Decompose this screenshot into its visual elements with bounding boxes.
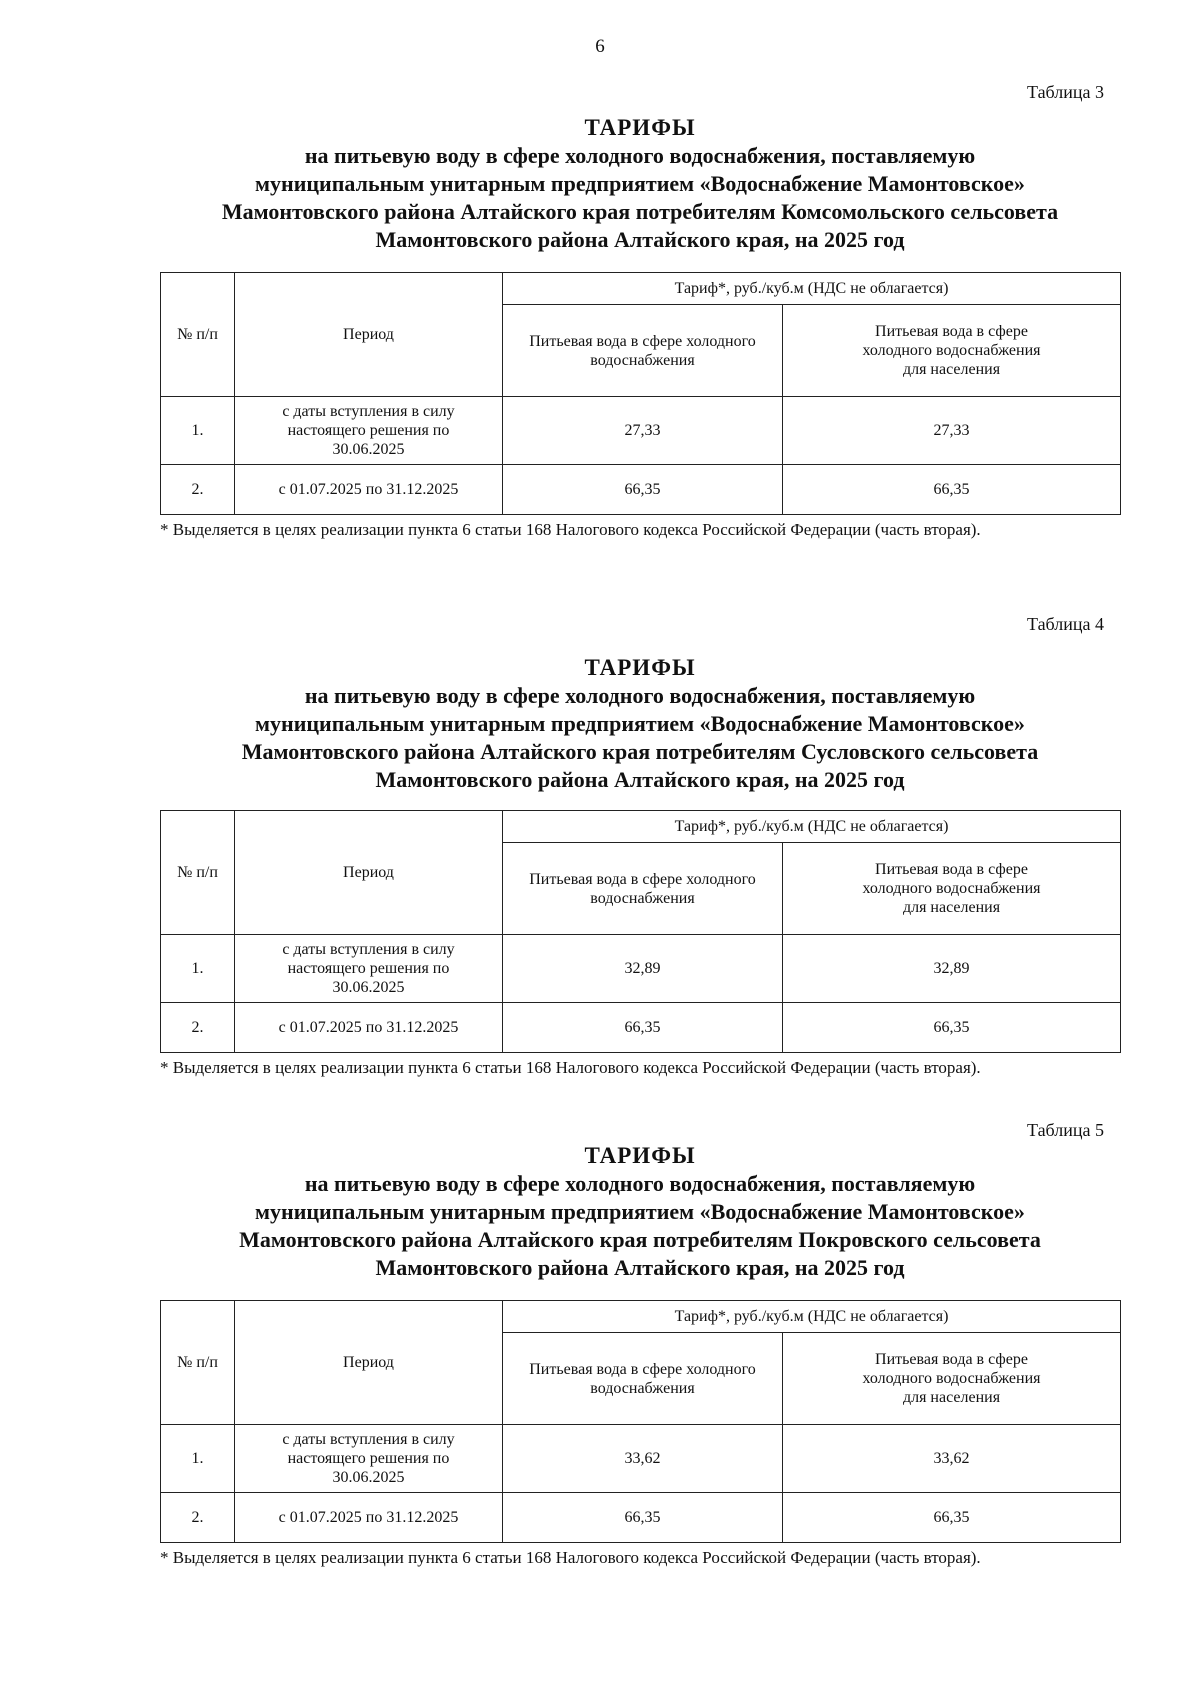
- header-col1: Питьевая вода в сфере холодного водоснабжения: [503, 305, 783, 397]
- row-value-1: 32,89: [503, 935, 783, 1003]
- row-value-2: 32,89: [783, 935, 1121, 1003]
- table-title: [160, 654, 1120, 794]
- row-num: 2.: [161, 1493, 235, 1543]
- title-line: на питьевую воду в сфере холодного водоснабжения, поставляемую: [304, 1171, 976, 1196]
- row-value-1: 27,33: [503, 397, 783, 465]
- row-value-2: 66,35: [783, 465, 1121, 515]
- row-value-2: 27,33: [783, 397, 1121, 465]
- row-num: 2.: [161, 465, 235, 515]
- header-col2: Питьевая вода в сфере холодного водоснабжения для населения: [783, 1333, 1121, 1425]
- title-line: Мамонтовского района Алтайского края, на 2025 год: [375, 1255, 905, 1280]
- footnote: * Выделяется в целях реализации пункта 6 статьи 168 Налогового кодекса Российской Федерации (часть вторая).: [160, 1548, 981, 1567]
- title-line: муниципальным унитарным предприятием «Водоснабжение Мамонтовское»: [255, 171, 1025, 196]
- table-row: [161, 465, 1121, 515]
- row-num: 1.: [161, 1425, 235, 1493]
- title-line: Мамонтовского района Алтайского края, на 2025 год: [375, 767, 905, 792]
- header-period: Период: [235, 273, 503, 397]
- row-period: с 01.07.2025 по 31.12.2025: [235, 1493, 503, 1543]
- row-value-2: 66,35: [783, 1493, 1121, 1543]
- title-heading: ТАРИФЫ: [584, 655, 696, 680]
- table-title: [160, 1142, 1120, 1282]
- header-tariff-group: Тариф*, руб./куб.м (НДС не облагается): [503, 1301, 1121, 1333]
- tariff-table: [160, 810, 1121, 1053]
- table-row: [161, 935, 1121, 1003]
- row-period: с даты вступления в силу настоящего решения по 30.06.2025: [235, 1425, 503, 1493]
- title-line: Мамонтовского района Алтайского края потребителям Сусловского сельсовета: [241, 739, 1039, 764]
- title-line: Мамонтовского района Алтайского края, на 2025 год: [375, 227, 905, 252]
- row-period: с даты вступления в силу настоящего решения по 30.06.2025: [235, 935, 503, 1003]
- title-heading: ТАРИФЫ: [584, 115, 696, 140]
- table-row: [161, 397, 1121, 465]
- page-number: 6: [595, 36, 605, 57]
- title-line: муниципальным унитарным предприятием «Водоснабжение Мамонтовское»: [255, 1199, 1025, 1224]
- row-value-2: 33,62: [783, 1425, 1121, 1493]
- footnote: * Выделяется в целях реализации пункта 6 статьи 168 Налогового кодекса Российской Федерации (часть вторая).: [160, 520, 981, 539]
- header-col2: Питьевая вода в сфере холодного водоснабжения для населения: [783, 305, 1121, 397]
- table-row: [161, 1425, 1121, 1493]
- header-num: № п/п: [161, 1301, 235, 1425]
- row-period: с 01.07.2025 по 31.12.2025: [235, 465, 503, 515]
- table-row: [161, 1493, 1121, 1543]
- tariff-section-4: [160, 612, 1120, 1079]
- row-value-1: 33,62: [503, 1425, 783, 1493]
- header-col1: Питьевая вода в сфере холодного водоснабжения: [503, 1333, 783, 1425]
- header-col2: Питьевая вода в сфере холодного водоснабжения для населения: [783, 843, 1121, 935]
- table-label: Таблица 5: [1027, 1120, 1104, 1140]
- header-col1: Питьевая вода в сфере холодного водоснабжения: [503, 843, 783, 935]
- title-heading: ТАРИФЫ: [584, 1143, 696, 1168]
- table-row: [161, 1003, 1121, 1053]
- row-period: с даты вступления в силу настоящего решения по 30.06.2025: [235, 397, 503, 465]
- title-line: муниципальным унитарным предприятием «Водоснабжение Мамонтовское»: [255, 711, 1025, 736]
- title-line: Мамонтовского района Алтайского края потребителям Комсомольского сельсовета: [221, 199, 1059, 224]
- tariff-table: [160, 1300, 1121, 1543]
- header-period: Период: [235, 1301, 503, 1425]
- row-period: с 01.07.2025 по 31.12.2025: [235, 1003, 503, 1053]
- tariff-section-3: [160, 80, 1120, 541]
- tariff-section-5: [160, 1118, 1120, 1569]
- row-num: 2.: [161, 1003, 235, 1053]
- header-num: № п/п: [161, 811, 235, 935]
- title-line: на питьевую воду в сфере холодного водоснабжения, поставляемую: [304, 683, 976, 708]
- title-line: на питьевую воду в сфере холодного водоснабжения, поставляемую: [304, 143, 976, 168]
- title-line: Мамонтовского района Алтайского края потребителям Покровского сельсовета: [239, 1227, 1041, 1252]
- row-value-1: 66,35: [503, 1003, 783, 1053]
- row-value-2: 66,35: [783, 1003, 1121, 1053]
- tariff-table: [160, 272, 1121, 515]
- row-value-1: 66,35: [503, 465, 783, 515]
- footnote: * Выделяется в целях реализации пункта 6 статьи 168 Налогового кодекса Российской Федерации (часть вторая).: [160, 1058, 981, 1077]
- header-tariff-group: Тариф*, руб./куб.м (НДС не облагается): [503, 273, 1121, 305]
- table-label: Таблица 4: [1027, 614, 1104, 634]
- header-period: Период: [235, 811, 503, 935]
- header-num: № п/п: [161, 273, 235, 397]
- table-label: Таблица 3: [1027, 82, 1104, 102]
- row-value-1: 66,35: [503, 1493, 783, 1543]
- row-num: 1.: [161, 397, 235, 465]
- header-tariff-group: Тариф*, руб./куб.м (НДС не облагается): [503, 811, 1121, 843]
- table-title: [160, 114, 1120, 254]
- row-num: 1.: [161, 935, 235, 1003]
